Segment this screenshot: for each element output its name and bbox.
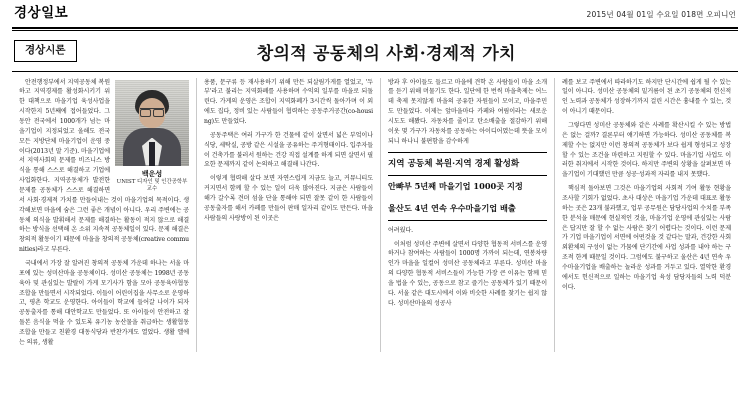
author-affiliation: UNIST 디자인 및 인간공학부 교수 bbox=[116, 178, 188, 192]
subhead-line-3: 울산도 4년 연속 우수마을기업 배출 bbox=[388, 202, 516, 213]
paragraph: 안전행정부에서 지역공동체 복원하고 지역경제를 활성화시키기 위한 대책으로 마을기업 육성사업을 시작한지 5년째에 접어들었다. 그 동안 전국에서 1000개가 넘는 마을기업이 지정되었고 올해도 전국 모든 지방단체 마을기업이 운영 중이다(2013년 말 기준). 마을기업에서 지역사회의 문제를 비즈니스 방식을 통해 스스로 해결하고 기업에 사업화한다. 지역공동체가 발전한 문제를 공동체가 스스로 해결하면서 사회·경제적 가치를 만들어내는 것이 마을기업의 목적이다. 생각해보면 마을에 숨은 그런 좋은 개념이 아니다. 우리 주변에는 공동체 의식을 발휘해서 문제를 해결하는 활동이 적지 않으로 해결하는 방식을 선택해 온 소위 지속적 공동체일이 있다. 문제 해결은 창의적 활동이기 때문에 마을을 창의적 공동체(creative communities)라고 부른다. bbox=[19, 78, 189, 254]
article-columns bbox=[0, 72, 750, 352]
column-3 bbox=[380, 78, 554, 352]
paragraph: 핵심적 돌아보면 그것은 마을기업의 사회적 기여 활동 현황을 조사할 기회가 없었다. 초사 대상은 마을기업 가운데 대표로 활동하는 곳은 23개 불과했고, 업부 공무원은 담당사업의 수치를 부족한 분석을 매문에 현실적인 것을, 마을기업 운영에 관심있는 사람은 답지만 잘 할 수 없는 사람은 찾기 어렵다는 것이다. 이런 문제가 기업 마을기업이 서면에 어떤것을 것 같다는 말과, 건강한 사회외환체의 구성이 없는 가뭄에 단기간에 사업 성과를 내야 하는 구조적 한계 때문일 것이다. 그럼에도 불구하고 울산은 4년 연속 우수마을기업을 배출하는 놀라운 성과를 거두고 있다. 열악한 환경에서도 헌신적으로 일하는 마을기업 육성 담당자들의 노력 덕분이다. bbox=[562, 185, 731, 291]
column-1 bbox=[12, 78, 196, 352]
paragraph: 용품, 문구류 등 재사용하기 위해 만든 되살림가게를 열었고, '두부'라고 불리는 지역화폐를 사용하며 수익의 일부를 마을로 되돌린다. 가게의 운영은 조합이 지역화폐가 3시간씩 돌아가며 이 외에도 집다, 정비 있는 사람들이 협력하는 공동주거공간(co-housing)도 만들었다. bbox=[204, 78, 373, 125]
paragraph: 어려웠다. bbox=[388, 226, 413, 234]
byline-photo-block bbox=[115, 80, 189, 193]
paragraph: 공동주택은 여러 가구가 한 건물에 같이 살면서 넓은 부엌이나 식당, 세탁실, 공방 같은 시설을 공유하는 주거형태이다. 입주자들이 건축가를 불러서 원하는 건강 직접 설계를 하게 되면 살면서 필요한 문제까지 같이 논의하고 해결해 나간다. bbox=[204, 131, 373, 169]
subhead-line-2: 안뺘부 5년째 마을기업 1000곳 지정 bbox=[388, 180, 523, 191]
newspaper-title: 경상일보 bbox=[14, 5, 69, 21]
article-headline: 창의적 공동체의 사회·경제적 가치 bbox=[256, 43, 516, 64]
paragraph: 방과 후 아이들도 들르고 마을에 견학 온 사람들이 마을 소개를 듣기 위해 머물기도 한다. 일단에 한 번씩 마을축제는 어느데 축제 못지않게 마을의 공유한 자원들이 모이고, 마을주민도 만들었다. 이제는 앞마을마다 카페와 여림이라는 새로운 시도도 해봤다. 자동차를 줄이고 탄소배출을 절감하기 위해 이웃 몇 가구가 자동차를 공동하는 아이디어였는데 뜻을 모이 되니 하나니 불편함을 감수하게 bbox=[388, 78, 547, 145]
author-name: 백운성 bbox=[141, 168, 163, 178]
author-photo bbox=[115, 80, 189, 166]
paragraph: 례를 보고 주변에서 따라하기도 하지만 단시간에 쉽게 될 수 있는 일이 아니다. 성미산 공동체의 밑거름이 된 초기 공동체의 헌신적인 노력과 공동체가 성장하기까지 걸린 시간은 흉내를 수 있는, 것이 아니기 때문이다. bbox=[562, 78, 731, 116]
masthead-rule-thick bbox=[12, 27, 738, 29]
paragraph: 이처럼 성미산 주변에 살면서 다양한 협동적 서비스를 운영하거나 참여하는 사람들이 1000명 가까이 되는데, 연봉차량인가 마을을 일컬어 성미산 공동체라고 부른다. 성미산 마을의 다양한 협동적 서비스들이 가능한 가장 큰 이유는 함께 믿을 법을 수 있는, 공동으로 참고 즐기는 공동체가 있기 때문이다. 서울 같은 대도시에서 이와 비슷한 사례를 찾기는 쉽지 않다. 성미산마을의 성공사 bbox=[388, 240, 547, 307]
paragraph: 그렇다면 성미산 공동체와 같은 사례를 확산시킬 수 있는 방법은 없는 걸까? 결론부터 얘기하면 가능하다. 성미산 공동체를 복제할 수는 없지만 이런 창의적 공동체가 보다 쉽게 형성되고 성장할 수 있는 조건을 마련하고 지원할 수 있다. 마을기업 사업도 이러한 취지에서 시작한 것이다. 하지만 주변의 상황을 살펴보면 마을기업이 기대했던 만큼 성공·성과적 자리를 내지 못했다. bbox=[562, 121, 731, 179]
issue-info: 2015년 04월 01일 수요일 018면 오피니언 bbox=[586, 9, 736, 19]
column-2 bbox=[196, 78, 380, 352]
subhead-block bbox=[388, 152, 547, 221]
column-kicker: 경상시론 bbox=[14, 40, 77, 62]
headline-band bbox=[0, 31, 750, 71]
paragraph: 국내에서 가장 잘 알려진 창의적 공동체 가운데 하나는 서울 마포에 있는 성미산마을 공동체이다. 성미산 공동체는 1998년 공동육아 및 관심있는 발랄이 가게 모기사가 함을 모아 공동육아협동조합을 만들면서 시작되었다. 이들이 어린이집을 사무소로 운영하고, 평촌 학교도 운영한다. 아이들이 학교에 들어갈 나이가 되자 공동출자를 통해 대안학교도 만들었다. 또 아이들이 안전하고 잘 돌본 음식을 먹을 수 있도록 유기농 농산물을 취급하는 생활협동조합을 만들고 친환경 대동식당과 반찬가게도 열었다. 생활 앨에는 의류, 생활 bbox=[19, 259, 189, 346]
column-4 bbox=[554, 78, 738, 352]
paragraph: 이렇게 협력해 살다 보면 자연스럽게 지금도 늘고, 커뮤니티도 커지면서 함께 할 수 있는 일이 더욱 많아진다. 지금은 사람들이 해가 갈수록 견뎌 섬을 단을 통해야 되면 잘못 같이 한 사람들이 공동출자를 해서 카페를 만들어 판매 일자리 같이도 만든다. 마을 사람들의 사랑방이 된 이곳은 bbox=[204, 175, 373, 222]
author-caption bbox=[115, 169, 189, 193]
masthead bbox=[0, 0, 750, 24]
subhead-line-1: 지역 공동체 복원·지역 경제 활성화 bbox=[388, 158, 520, 169]
subhead-rule-bottom bbox=[388, 220, 547, 221]
